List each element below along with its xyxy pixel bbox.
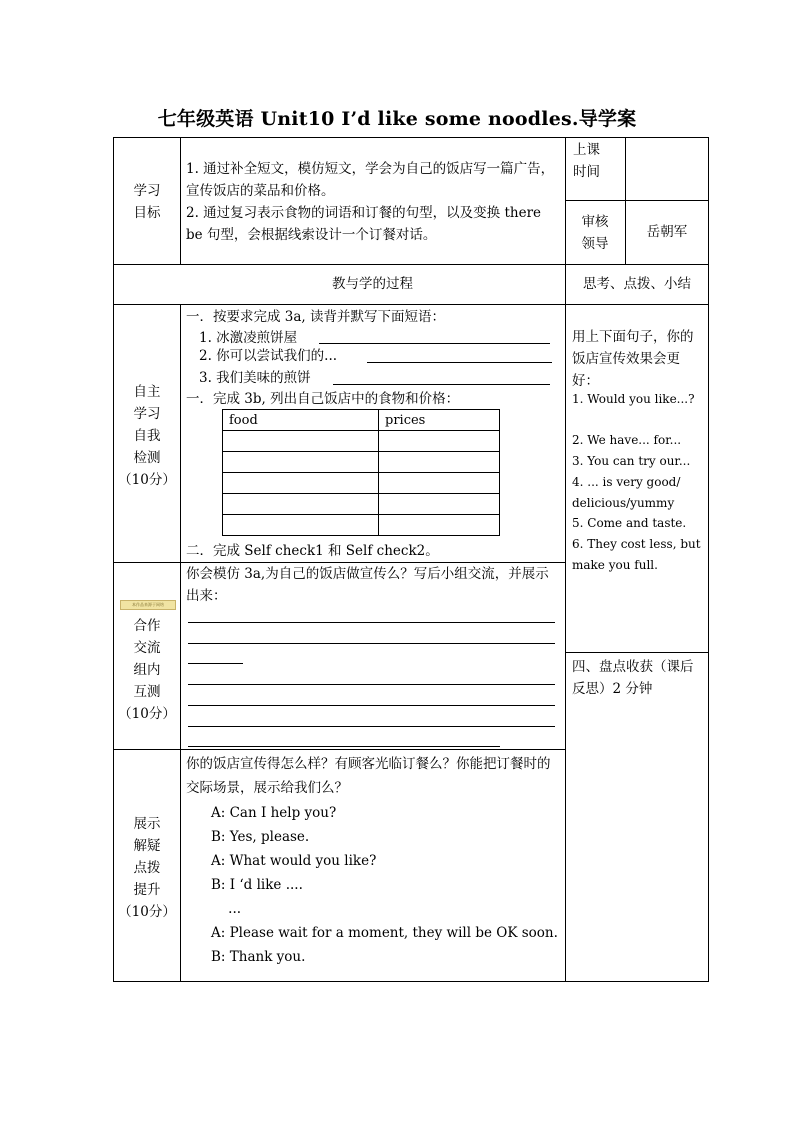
task2: 二．完成 Self check1 和 Self check2。: [186, 543, 439, 559]
writing-line[interactable]: [188, 643, 555, 644]
price-cell[interactable]: [379, 494, 500, 515]
task1b-title: 一．完成 3b, 列出自己饭店中的食物和价格：: [186, 391, 460, 407]
prices-header: prices: [379, 410, 500, 431]
phrase-3-blank[interactable]: [333, 384, 550, 385]
summary-label: 四、盘点收获（课后反思）2 分钟: [572, 659, 694, 697]
side-item-3: 3. You can try our...: [572, 454, 691, 468]
section1-label: 自主 学习 自我 检测 （10分）: [118, 384, 176, 488]
process-heading: 教与学的过程: [332, 276, 413, 292]
side-item-2: 2. We have... for...: [572, 433, 682, 447]
writing-line[interactable]: [188, 705, 555, 706]
price-cell[interactable]: [379, 431, 500, 452]
col-divider-body: [180, 304, 181, 982]
section2-label: 合作 交流 组内 互测 （10分）: [118, 618, 176, 722]
writing-line[interactable]: [188, 663, 243, 664]
row-divider-process: [113, 304, 709, 305]
source-stamp: 本作品来源于网络: [120, 600, 176, 610]
price-cell[interactable]: [379, 452, 500, 473]
food-cell[interactable]: [223, 452, 379, 473]
side-item-5: 5. Come and taste.: [572, 516, 687, 530]
dialogue-line-3: A: What would you like?: [211, 853, 377, 869]
side-item-6: 6. They cost less, but make you full.: [572, 537, 701, 572]
side-heading: 思考、点拨、小结: [583, 276, 691, 292]
task1-title: 一．按要求完成 3a, 读背并默写下面短语：: [186, 309, 446, 325]
dialogue-line-4: B: I ‘d like ....: [211, 877, 303, 893]
phrase-3: 3. 我们美味的煎饼: [199, 370, 311, 386]
phrase-2: 2. 你可以尝试我们的...: [199, 348, 338, 364]
reviewer-label: 审核 领导: [581, 214, 609, 252]
section2-prompt: 你会模仿 3a,为自己的饭店做宣传么？写后小组交流，并展示出来：: [186, 566, 549, 604]
food-header: food: [223, 410, 379, 431]
col-divider-right: [565, 137, 566, 982]
goal-label: 学习 目标: [133, 183, 161, 221]
page-title: 七年级英语 Unit10 I’d like some noodles.导学案: [157, 108, 637, 130]
side-intro: 用上下面句子，你的饭店宣传效果会更好：: [572, 329, 694, 389]
reviewer-name: 岳朝军: [646, 224, 688, 240]
goal-1: 1. 通过补全短文，模仿短文，学会为自己的饭店写一篇广告，宣传饭店的菜品和价格。: [186, 161, 555, 199]
phrase-2-blank[interactable]: [367, 362, 552, 363]
goal-2: 2. 通过复习表示食物的词语和订餐的句型，以及变换 there be 句型，会根据线索设计一个订餐对话。: [186, 205, 542, 243]
writing-line[interactable]: [188, 622, 555, 623]
section3-prompt: 你的饭店宣传得怎么样？有顾客光临订餐么？你能把订餐时的交际场景，展示给我们么？: [186, 756, 551, 796]
food-price-table: [222, 409, 500, 536]
section3-label: 展示 解疑 点拨 提升 （10分）: [118, 816, 176, 920]
writing-line[interactable]: [188, 746, 500, 747]
food-cell[interactable]: [223, 515, 379, 536]
col-divider-info: [625, 137, 626, 264]
side-item-4: 4. ... is very good/ delicious/yummy: [572, 475, 681, 510]
phrase-1-blank[interactable]: [319, 343, 550, 344]
side-item-1: 1. Would you like...?: [572, 392, 695, 406]
dialogue-line-2: B: Yes, please.: [211, 829, 310, 845]
writing-line[interactable]: [188, 726, 555, 727]
col-divider-header: [180, 137, 181, 264]
writing-line[interactable]: [188, 684, 555, 685]
dialogue-line-1: A: Can I help you?: [211, 805, 337, 821]
row-divider-summary: [565, 652, 709, 653]
price-cell[interactable]: [379, 515, 500, 536]
food-cell[interactable]: [223, 473, 379, 494]
price-cell[interactable]: [379, 473, 500, 494]
food-cell[interactable]: [223, 494, 379, 515]
food-cell[interactable]: [223, 431, 379, 452]
row-divider-header: [113, 264, 709, 265]
dialogue-line-6: A: Please wait for a moment, they will be OK soon.: [211, 925, 558, 941]
dialogue-line-7: B: Thank you.: [211, 949, 306, 965]
dialogue-line-5: ...: [211, 901, 242, 917]
class-time-label: 上课 时间: [573, 142, 600, 180]
row-divider-time: [565, 200, 709, 201]
phrase-1: 1. 冰激凌煎饼屋: [199, 330, 298, 346]
